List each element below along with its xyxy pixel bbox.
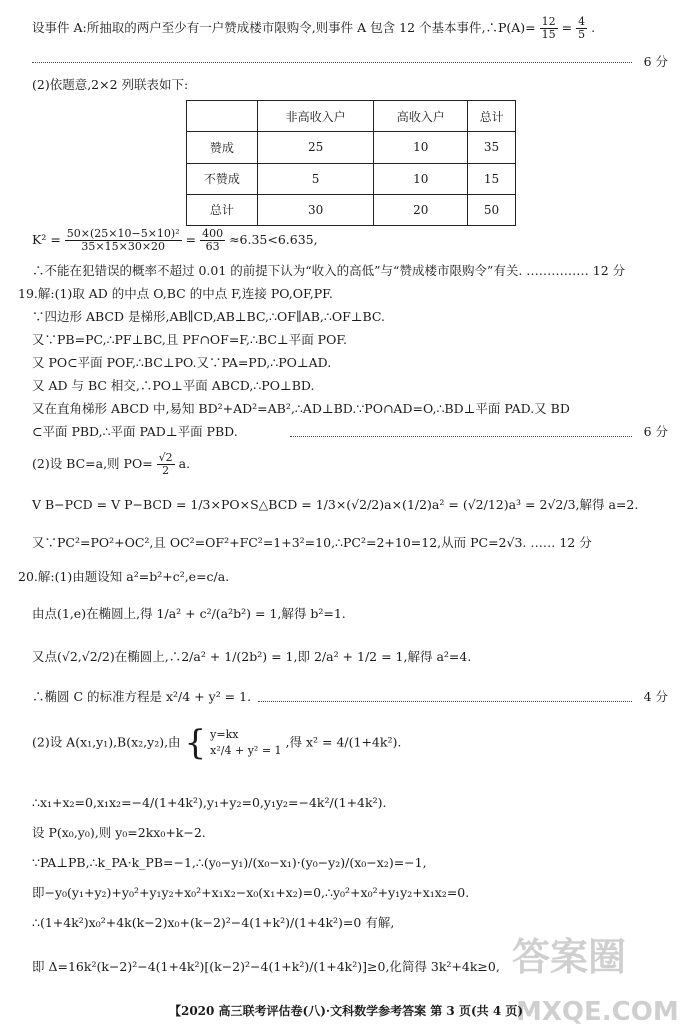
table-header-cell: 高收入户: [374, 101, 468, 132]
q19-line-6: 又在直角梯形 ABCD 中,易知 BD²+AD²=AB²,∴AD⊥BD.∵PO∩AD=O,∴BD⊥平面 PAD.又 BD: [32, 401, 570, 416]
table-cell: 赞成: [187, 132, 258, 163]
table-cell: 30: [257, 194, 374, 225]
q20-line-11: 即 Δ=16k²(k−2)²−4(1+4k²)[(k−2)²−4(1+k²)/(1+4k²)]≥0,化简得 3k²+4k≥0,: [32, 959, 500, 974]
table-cell: 不赞成: [187, 163, 258, 194]
k-squared-fraction: $\frac{\text{50×(25×10−5×10)²}}{35\times 15\times 30\times 20}$: [66, 227, 180, 253]
q19-volume-line: V B−PCD = V P−BCD = 1/3×PO×S△BCD = 1/3×(√2/2)a×(1/2)a² = (√2/12)a³ = 2√2/3,解得 a=2.: [32, 497, 639, 512]
table-header-row: [187, 101, 516, 132]
table-header-cell: 非高收入户: [257, 101, 374, 132]
fraction-12-15: $\frac{12}{15}$: [541, 15, 556, 41]
fraction-4-5: $\frac{4}{5}$: [578, 15, 586, 41]
table-header-cell: 总计: [468, 101, 516, 132]
q20-line-2: 由点(1,e)在椭圆上,得 1/a² + c²/(a²b²) = 1,解得 b²=1.: [32, 606, 346, 621]
table-cell: 50: [468, 194, 516, 225]
dotted-leader: [290, 436, 632, 437]
event-a-text: 设事件 A:所抽取的两户至少有一户赞成楼市限购令,则事件 A 包含 12 个基本事件,∴P(A)=: [32, 20, 536, 35]
score-4: 4 分: [643, 689, 668, 704]
q20-line-1: 20.解:(1)由题设知 a²=b²+c²,e=c/a.: [18, 569, 230, 584]
q19-line-2: ∵四边形 ABCD 是梯形,AB∥CD,AB⊥BC,∴OF∥AB,∴OF⊥BC.: [32, 309, 386, 324]
page-footer: 【2020 高三联考评估卷(八)·文科数学参考答案 第 3 页(共 4 页): [168, 1004, 524, 1018]
system-brace: {: [184, 723, 207, 763]
q20-line-7: 设 P(x₀,y₀),则 y₀=2kx₀+k−2.: [32, 825, 206, 840]
q20-line-10: ∴(1+4k²)x₀²+4k(k−2)x₀+(k−2)²−4(1+k²)/(1+4k²)=0 有解,: [32, 915, 395, 930]
q19-pc-line: 又∵PC²=PO²+OC²,且 OC²=OF²+FC²=1+3²=10,∴PC²=2+10=12,从而 PC=2√3. …… 12 分: [32, 535, 592, 550]
table-cell: 35: [468, 132, 516, 163]
q20-line-6: ∴x₁+x₂=0,x₁x₂=−4/(1+4k²),y₁+y₂=0,y₁y₂=−4k²/(1+4k²).: [32, 795, 387, 810]
table-cell: 20: [374, 194, 468, 225]
table-cell: 15: [468, 163, 516, 194]
q19-line-4: 又 PO⊂平面 POF,∴BC⊥PO.又∵PA=PD,∴PO⊥AD.: [32, 355, 332, 370]
table-cell: 25: [257, 132, 374, 163]
k-squared-line: K² = $\frac{\text{50×(25×10−5×10)²}}{35\times 15\times 30\times 20}$ = $\frac{400}{63}$ ≈6.35<6.635,: [32, 227, 318, 253]
q19-line-1: 19.解:(1)取 AD 的中点 O,BC 的中点 F,连接 PO,OF,PF.: [18, 286, 333, 301]
q20-line-9: 即−y₀(y₁+y₂)+y₀²+y₁y₂+x₀²+x₁x₂−x₀(x₁+x₂)=0,∴y₀²+x₀²+y₁y₂+x₁x₂=0.: [32, 885, 470, 900]
table-cell: 10: [374, 163, 468, 194]
watermark-text-cn: 答案圈: [512, 935, 627, 979]
table-header-cell: [187, 101, 258, 132]
score-6-first: 6 分: [643, 54, 668, 69]
table-row: [187, 194, 516, 225]
contingency-table: [186, 100, 516, 226]
score-6-second: 6 分: [643, 424, 668, 439]
table-cell: 总计: [187, 194, 258, 225]
q20-part2-line: (2)设 A(x₁,y₁),B(x₂,y₂),由 { y=kx x²/4 + y² = 1 ,得 x² = 4/(1+4k²).: [32, 723, 402, 763]
dotted-leader: [258, 701, 632, 702]
q19-line-3: 又∵PB=PC,∴PF⊥BC,且 PF∩OF=F,∴BC⊥平面 POF.: [32, 332, 348, 347]
q19-line-5: 又 AD 与 BC 相交,∴PO⊥平面 ABCD,∴PO⊥BD.: [32, 378, 315, 393]
fraction-sqrt2-2: $\frac{√2}{2}$: [158, 451, 173, 477]
table-cell: 5: [257, 163, 374, 194]
conclusion-line: ∴不能在犯错误的概率不超过 0.01 的前提下认为“收入的高低”与“赞成楼市限购令”有关. …………… 12 分: [32, 263, 626, 278]
q19-line-7: ⊂平面 PBD,∴平面 PAD⊥平面 PBD.: [32, 424, 238, 439]
event-a-line: 设事件 A:所抽取的两户至少有一户赞成楼市限购令,则事件 A 包含 12 个基本事件,∴P(A)= $\frac{12}{15}$ = $\frac{4}{5}$ .: [32, 15, 596, 41]
watermark-text-en: MXQE.COM: [516, 997, 679, 1027]
q19-part2-line: (2)设 BC=a,则 PO= $\frac{√2}{2}$ a.: [32, 451, 191, 477]
dotted-leader: [32, 62, 632, 63]
part2-intro: (2)依题意,2×2 列联表如下:: [32, 77, 189, 92]
equation-system: y=kx x²/4 + y² = 1: [210, 728, 282, 757]
table-row: [187, 163, 516, 194]
table-cell: 10: [374, 132, 468, 163]
q20-line-8: ∵PA⊥PB,∴k_PA·k_PB=−1,∴(y₀−y₁)/(x₀−x₁)·(y₀−y₂)/(x₀−x₂)=−1,: [32, 855, 427, 870]
table-row: [187, 132, 516, 163]
fraction-400-63: $\frac{400}{63}$: [202, 227, 224, 253]
q20-line-3: 又点(√2,√2/2)在椭圆上,∴2/a² + 1/(2b²) = 1,即 2/a² + 1/2 = 1,解得 a²=4.: [32, 649, 472, 664]
q20-line-4: ∴椭圆 C 的标准方程是 x²/4 + y² = 1.: [32, 689, 252, 704]
